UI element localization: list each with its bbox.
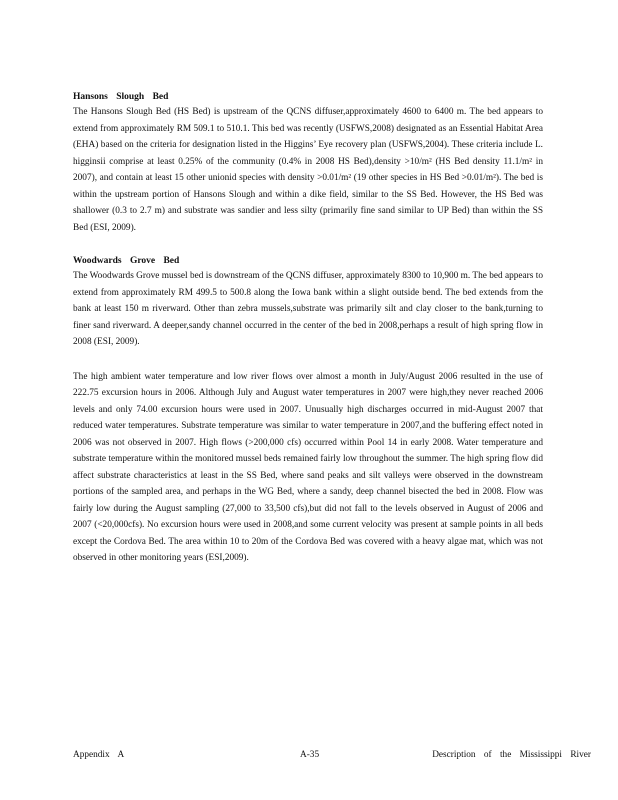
page-footer [73, 750, 591, 764]
section-spacer [73, 236, 543, 254]
footer-section-title: Description of the Mississippi River [432, 750, 591, 760]
section-paragraph-woodwards-grove: The Woodwards Grove mussel bed is downstream of the QCNS diffuser, approximately 8300 to 10,900 m. The bed appears to extend from approximately RM 499.5 to 500.8 along the Iowa bank within a slight outside bend. The bed extends from the bank at least 150 m riverward. Other than zebra mussels,substrate was primarily silt and clay closer to the bank,turning to finer sand riverward. A deeper,sandy channel occurred in the center of the bed in 2008,perhaps a result of high spring flow in 2008 (ESI, 2009). [73, 271, 543, 347]
section-paragraph-hansons-slough: The Hansons Slough Bed (HS Bed) is upstream of the QCNS diffuser,approximately 4600 to 6400 m. The bed appears to extend from approximately RM 509.1 to 510.1. This bed was recently (USFWS,2008) designated as an Essential Habitat Area (EHA) based on the criteria for designation listed in the Higgins’ Eye recovery plan (USFWS,2004). These criteria include L. higginsii comprise at least 0.25% of the community (0.4% in 2008 HS Bed),density >10/m² (HS Bed density 11.1/m² in 2007), and contain at least 15 other unionid species with density >0.01/m² (19 other species in HS Bed >0.01/m²). The bed is within the upstream portion of Hansons Slough and within a dike field, similar to the SS Bed. However, the HS Bed was shallower (0.3 to 2.7 m) and substrate was sandier and less silty (primarily fine sand similar to UP Bed) than within the SS Bed (ESI, 2009). [73, 107, 543, 233]
section-spacer [73, 351, 543, 369]
document-body [73, 90, 543, 567]
section-heading-woodwards-grove: Woodwards Grove Bed [73, 256, 180, 266]
section-paragraph-temperature: The high ambient water temperature and low river flows over almost a month in July/August 2006 resulted in the use of 222.75 excursion hours in 2006. Although July and August water temperatures in 2007 were high,they never reached 2006 levels and only 74.00 excursion hours were used in 2007. Unusually high discharges occurred in mid-August 2007 that reduced water temperatures. Substrate temperature was similar to water temperature in 2007,and the buffering effect noted in 2006 was not observed in 2007. High flows (>200,000 cfs) occurred within Pool 14 in early 2008. Water temperature and substrate temperature within the monitored mussel beds remained fairly low throughout the summer. The high spring flow did affect substrate characteristics at least in the SS Bed, where sand peaks and silt valleys were observed in the downstream portions of the sampled area, and perhaps in the WG Bed, where a sandy, deep channel bisected the bed in 2008. Flow was fairly low during the August sampling (27,000 to 33,500 cfs),but did not fall to the levels observed in August of 2006 and 2007 (<20,000cfs). No excursion hours were used in 2008,and some current velocity was present at sample points in all beds except the Cordova Bed. The area within 10 to 20m of the Cordova Bed was covered with a heavy algae mat, which was not observed in other monitoring years (ESI,2009). [73, 371, 543, 563]
footer-appendix-label: Appendix A [73, 750, 125, 760]
section-heading-hansons-slough: Hansons Slough Bed [73, 92, 169, 102]
footer-page-number: A-35 [300, 750, 320, 760]
